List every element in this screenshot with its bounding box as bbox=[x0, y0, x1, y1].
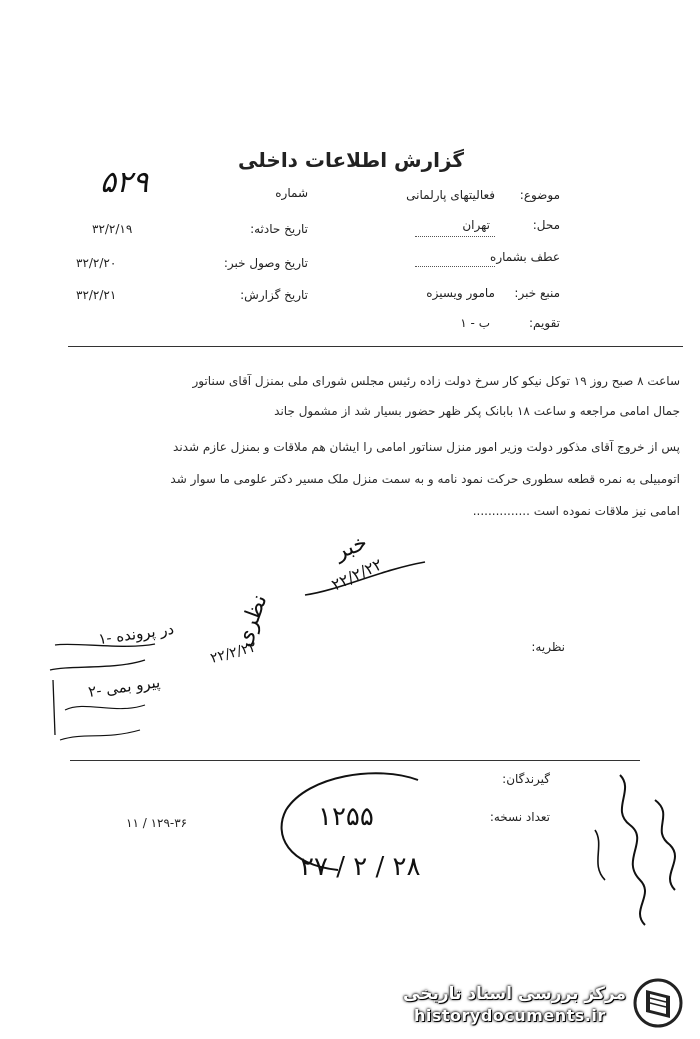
report-date-value: ۳۲/۲/۲۱ bbox=[76, 288, 117, 302]
body-line-4: اتومبیلی به نمره قطعه سطوری حرکت نمود نامه و به سمت منزل ملک مسیر دکتر علومی ما سوار شد bbox=[170, 472, 680, 486]
recipients-label: گیرندگان: bbox=[502, 772, 550, 786]
event-date-label: تاریخ حادثه: bbox=[250, 222, 308, 236]
left-note-1: ۱- در پرونده bbox=[97, 619, 176, 649]
watermark-logo-icon bbox=[632, 978, 684, 1028]
rating-value: ب - ۱ bbox=[460, 316, 490, 330]
margin-note: ۱۲۹-۳۶ / ۱۱ bbox=[126, 816, 188, 830]
subject-value: فعالیتهای پارلمانی bbox=[406, 188, 495, 202]
signature-khabar-date: ۲۲/۲/۲۲ bbox=[328, 554, 386, 595]
receipt-date-value: ۳۲/۲/۲۰ bbox=[76, 256, 117, 270]
opinion-label: نظریه: bbox=[531, 640, 565, 654]
event-date-value: ۳۲/۲/۱۹ bbox=[92, 222, 133, 236]
location-label: محل: bbox=[532, 218, 560, 232]
report-title: گزارش اطلاعات داخلی bbox=[238, 148, 465, 172]
source-label: منبع خبر: bbox=[514, 286, 560, 300]
location-value: تهران bbox=[462, 218, 490, 232]
location-underline bbox=[415, 236, 495, 237]
number-value: ۵۲۹ bbox=[100, 165, 149, 200]
left-note-2: ۲- پیرو بمی bbox=[87, 673, 162, 701]
rating-label: تقویم: bbox=[529, 316, 560, 330]
stamp-date: ۲۷ / ۲ / ۲۸ bbox=[300, 852, 421, 882]
number-label: شماره bbox=[275, 186, 308, 200]
signature-khabar: خبر bbox=[331, 530, 371, 565]
signature-khabar-stroke bbox=[300, 560, 430, 600]
body-line-1: ساعت ۸ صبح روز ۱۹ توکل نیکو کار سرخ دولت زاده رئیس مجلس شورای ملی بمنزل آقای سناتور bbox=[192, 374, 680, 388]
signature-nazari: نظری bbox=[230, 591, 273, 650]
body-line-5: امامی نیز ملاقات نموده است ............... bbox=[472, 504, 680, 518]
reference-underline bbox=[415, 266, 495, 267]
receipt-date-label: تاریخ وصول خبر: bbox=[223, 256, 308, 270]
lower-divider bbox=[70, 760, 640, 761]
left-note-strokes bbox=[45, 640, 165, 750]
watermark-org-name: مرکز بررسی اسناد تاریخی bbox=[403, 984, 626, 1004]
signature-nazari-date: ۲۲/۲/۲۲ bbox=[208, 639, 259, 667]
header-divider bbox=[68, 346, 683, 347]
right-margin-scribble bbox=[580, 770, 690, 930]
body-line-3: پس از خروج آقای مذکور دولت وزیر امور منزل سناتور امامی را ایشان هم ملاقات و بمنزل عازم شدند bbox=[173, 440, 680, 454]
subject-label: موضوع: bbox=[519, 188, 560, 202]
watermark-site: historydocuments.ir bbox=[414, 1006, 606, 1025]
stamp-number: ۱۲۵۵ bbox=[318, 802, 374, 832]
report-date-label: تاریخ گزارش: bbox=[240, 288, 308, 302]
reference-label: عطف بشماره bbox=[490, 250, 560, 264]
source-value: مامور ویسیزه bbox=[426, 286, 495, 300]
body-line-2: جمال امامی مراجعه و ساعت ۱۸ بابانک پکر ظهر حضور بسیار شد از مشمول جاند bbox=[274, 404, 680, 418]
copies-label: تعداد نسخه: bbox=[489, 810, 550, 824]
